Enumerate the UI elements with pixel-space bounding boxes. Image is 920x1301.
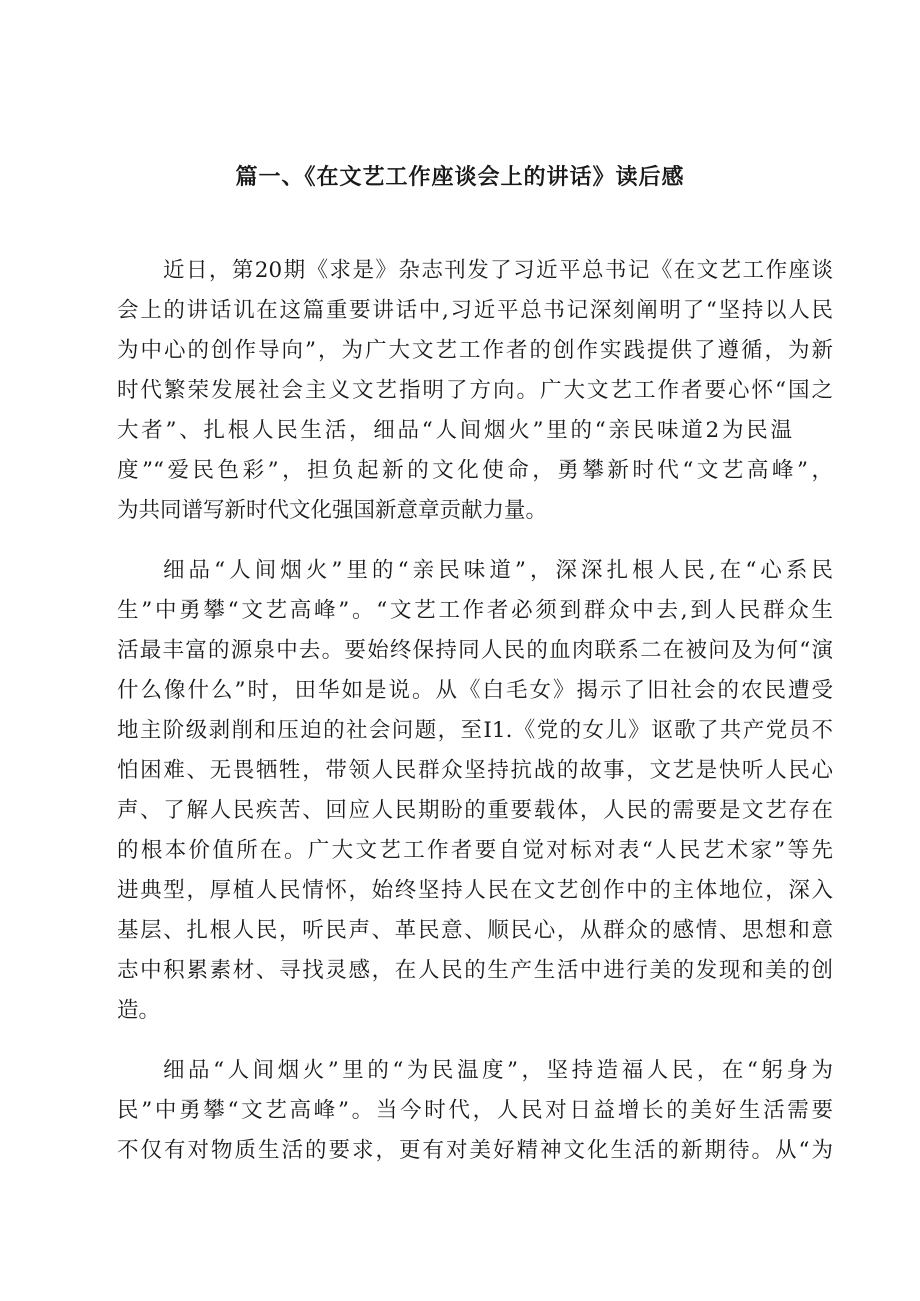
text-line: 志中积累素材、寻找灵感，在人民的生产生活中进行美的发现和美的创	[117, 958, 833, 983]
document-title: 篇一、《在文艺工作座谈会上的讲话》读后感	[235, 165, 685, 190]
text-line: 活最丰富的源泉中去。要始终保持同人民的血肉联系二在被问及为何“演	[117, 638, 833, 663]
text-line: 时代繁荣发展社会主义文艺指明了方向。广大文艺工作者要心怀“国之	[117, 378, 833, 403]
text-line: 基层、扎根人民，听民声、革民意、顺民心，从群众的感情、思想和意	[117, 918, 833, 943]
text-line: 大者”、扎根人民生活，细品“人间烟火”里的“亲民味道2为民温	[117, 418, 792, 443]
text-line: 细品“人间烟火”里的“亲民味道”，深深扎根人民,在“心系民	[163, 558, 833, 583]
text-line: 什么像什么”时，田华如是说。从《白毛女》揭示了旧社会的农民遭受	[117, 678, 833, 703]
text-line: 怕困难、无畏牺牲，带领人民群众坚持抗战的故事，文艺是快听人民心	[117, 758, 833, 783]
text-line: 会上的讲话讥在这篇重要讲话中,习近平总书记深刻阐明了“坚持以人民	[117, 298, 833, 323]
text-line: 度”“爱民色彩”，担负起新的文化使命，勇攀新时代“文艺高峰”，	[117, 458, 833, 483]
text-line: 民”中勇攀“文艺高峰”。当今时代，人民对日益增长的美好生活需要	[117, 1098, 833, 1123]
text-line: 近日，第20期《求是》杂志刊发了习近平总书记《在文艺工作座谈	[163, 258, 833, 283]
text-line: 造。	[117, 998, 161, 1023]
text-line: 不仅有对物质生活的要求，更有对美好精神文化生活的新期待。从“为	[117, 1138, 833, 1163]
text-line: 地主阶级剥削和压迫的社会问题，至I1.《党的女儿》讴歌了共产党员不	[117, 718, 833, 743]
text-line: 进典型，厚植人民情怀，始终坚持人民在文艺创作中的主体地位，深入	[117, 878, 833, 903]
text-line: 为共同谱写新时代文化强国新意章贡献力量。	[117, 498, 548, 523]
text-line: 生”中勇攀“文艺高峰”。“文艺工作者必须到群众中去,到人民群众生	[117, 598, 833, 623]
text-line: 声、了解人民疾苦、回应人民期盼的重要载体，人民的需要是文艺存在	[117, 798, 833, 823]
text-line: 为中心的创作导向”，为广大文艺工作者的创作实践提供了遵循，为新	[117, 338, 833, 363]
text-line: 的根本价值所在。广大文艺工作者要自觉对标对表“人民艺术家”等先	[117, 838, 833, 863]
text-line: 细品“人间烟火”里的“为民温度”，坚持造福人民，在“躬身为	[163, 1058, 833, 1083]
